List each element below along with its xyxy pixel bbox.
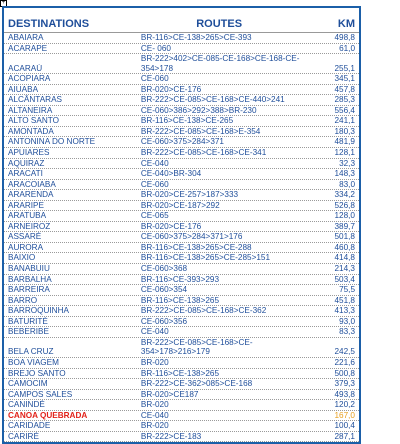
destination-cell: ARACATI (8, 169, 43, 179)
destination-cell: ALTO SANTO (8, 116, 59, 126)
table-row[interactable] (4, 180, 359, 191)
km-cell: 414,8 (334, 253, 355, 263)
route-cell: BR-020 (140, 400, 169, 410)
table-row[interactable] (4, 285, 359, 296)
route-cell: CE-040 (140, 158, 169, 168)
table-row[interactable] (4, 148, 359, 159)
km-cell: 498,8 (334, 33, 355, 42)
route-cell: BR-020>CE-176 (140, 221, 202, 231)
table-row[interactable] (4, 253, 359, 264)
destination-cell: BARRO (8, 295, 38, 305)
table-row[interactable] (4, 400, 359, 411)
table-row[interactable] (4, 275, 359, 286)
destination-cell: BARREIRA (8, 285, 50, 295)
table-row[interactable] (4, 85, 359, 96)
destination-cell: ASSARÉ (8, 232, 42, 242)
destination-cell: CANINDÉ (8, 400, 45, 410)
table-row[interactable] (4, 159, 359, 170)
km-cell: 493,8 (334, 389, 355, 399)
route-cell: BR-222>CE-362>085>CE-168 (140, 379, 253, 389)
destination-cell: AIUABA (8, 84, 39, 94)
route-cell: CE-060>386>292>388>BR-230 (140, 105, 257, 115)
km-cell: 526,8 (334, 200, 355, 210)
table-row[interactable] (4, 190, 359, 201)
table-row[interactable] (4, 74, 359, 85)
route-cell: BR-116>CE-138>265>CE-393 (140, 33, 252, 42)
destination-cell: ARARENDA (8, 190, 54, 200)
route-cell: BR-116>CE-393>293 (140, 274, 220, 284)
km-cell: 389,7 (334, 221, 355, 231)
km-cell: 460,8 (334, 242, 355, 252)
destination-cell: CAMOCIM (8, 379, 48, 389)
km-cell: 128,0 (334, 211, 355, 221)
km-cell: 100,4 (334, 421, 355, 431)
table-row[interactable] (4, 95, 359, 106)
km-cell: 180,3 (334, 126, 355, 136)
table-row[interactable] (4, 432, 359, 443)
table-row[interactable] (4, 54, 359, 74)
km-cell: 503,4 (334, 274, 355, 284)
table-row[interactable] (4, 137, 359, 148)
km-cell: 241,1 (334, 116, 355, 126)
destination-cell: CAMPOS SALES (8, 389, 73, 399)
route-cell: CE-065 (140, 211, 169, 221)
destination-cell: BOA VIAGEM (8, 357, 59, 367)
route-cell: BR-020>CE187 (140, 389, 199, 399)
route-cell: BR-116>CE-138>CE-265 (140, 116, 234, 126)
destination-cell: CARIDADE (8, 421, 51, 431)
km-cell: 214,3 (334, 264, 355, 274)
column-header-destinations: DESTINATIONS (8, 18, 90, 30)
km-cell: 221,6 (334, 357, 355, 367)
table-row[interactable] (4, 264, 359, 275)
km-cell: 379,3 (334, 379, 355, 389)
table-row[interactable] (4, 327, 359, 338)
route-cell: CE-040 (140, 327, 169, 337)
destination-cell: APUIARES (8, 148, 50, 158)
route-cell: BR-020>CE-257>187>333 (140, 190, 239, 200)
route-cell: CE- 060 (140, 43, 171, 53)
table-row[interactable] (4, 338, 359, 358)
km-cell: 148,3 (334, 169, 355, 179)
km-cell: 93,0 (339, 316, 355, 326)
route-cell: BR-222>CE-085>CE-168>CE-440>241 (140, 95, 285, 105)
table-row[interactable] (4, 421, 359, 432)
table-row[interactable] (4, 411, 359, 422)
km-cell: 242,5 (334, 347, 355, 357)
route-cell: BR-020>CE-187>292 (140, 200, 220, 210)
table-row[interactable] (4, 211, 359, 222)
destination-cell: BREJO SANTO (8, 368, 66, 378)
table-row[interactable] (4, 44, 359, 55)
table-header (4, 8, 359, 33)
table-row[interactable] (4, 369, 359, 380)
destination-cell: CANOA QUEBRADA (8, 410, 88, 420)
destination-cell: ARATUBA (8, 211, 47, 221)
destination-cell: BELA CRUZ (8, 347, 54, 357)
km-cell: 345,1 (334, 74, 355, 84)
destination-cell: ARACOIABA (8, 179, 56, 189)
km-cell: 556,4 (334, 105, 355, 115)
km-cell: 457,8 (334, 84, 355, 94)
table-row[interactable] (4, 390, 359, 401)
route-cell: BR-222>CE-085>CE-168>CE-362 (140, 306, 267, 316)
table-row[interactable] (4, 306, 359, 317)
destination-cell: BATURITÉ (8, 316, 48, 326)
route-cell: CE-060 (140, 179, 169, 189)
destination-cell: AMONTADA (8, 126, 54, 136)
table-row[interactable] (4, 317, 359, 328)
km-cell: 75,5 (339, 285, 355, 295)
table-row[interactable] (4, 296, 359, 307)
route-cell: BR-020 (140, 357, 169, 367)
route-cell: CE-060>368 (140, 264, 188, 274)
table-row[interactable] (4, 222, 359, 233)
route-cell: CE-060 (140, 74, 169, 84)
route-cell: CE-060>354 (140, 285, 188, 295)
table-row[interactable] (4, 201, 359, 212)
km-cell: 167,0 (334, 410, 355, 420)
destination-cell: BARBALHA (8, 274, 52, 284)
route-cell: CE-060>356 (140, 316, 188, 326)
route-cell: BR-020>CE-176 (140, 84, 202, 94)
km-cell: 481,9 (334, 137, 355, 147)
destinations-table (2, 6, 361, 444)
destination-cell: CARIRÉ (8, 431, 39, 441)
route-cell: CE-040 (140, 410, 169, 420)
destination-cell: ARARIPE (8, 200, 44, 210)
km-cell: 501,8 (334, 232, 355, 242)
route-cell: BR-222>CE-085>CE-168>E-354 (140, 126, 261, 136)
km-cell: 334,2 (334, 190, 355, 200)
destination-cell: AURORA (8, 242, 44, 252)
table-row[interactable] (4, 127, 359, 138)
destination-cell: BANABUIU (8, 264, 50, 274)
route-cell: BR-116>CE-138>265 (140, 368, 220, 378)
km-cell: 255,1 (334, 63, 355, 73)
destination-cell: ARNEIROZ (8, 221, 51, 231)
table-row[interactable] (4, 106, 359, 117)
route-cell: CE-040>BR-304 (140, 169, 202, 179)
km-cell: 413,3 (334, 306, 355, 316)
route-cell: CE-060>375>284>371>176 (140, 232, 243, 242)
destination-cell: BEBERIBE (8, 327, 49, 337)
destination-cell: ALCÂNTARAS (8, 95, 62, 105)
km-cell: 500,8 (334, 368, 355, 378)
route-cell: CE-060>375>284>371 (140, 137, 224, 147)
table-row[interactable] (4, 358, 359, 369)
table-body (4, 33, 359, 442)
route-cell: BR-222>CE-183 (140, 431, 202, 441)
destination-cell: ACARAPE (8, 43, 48, 53)
route-cell: BR-116>CE-138>265>CE-285>151 (140, 253, 271, 263)
km-cell: 128,1 (334, 148, 355, 158)
destination-cell: AQUIRAZ (8, 158, 45, 168)
destination-cell: ALTANEIRA (8, 105, 53, 115)
destination-cell: BARROQUINHA (8, 306, 69, 316)
table-row[interactable] (4, 243, 359, 254)
column-header-km: KM (337, 18, 356, 30)
table-row[interactable] (4, 232, 359, 243)
column-header-routes: ROUTES (196, 18, 243, 30)
km-cell: 83,3 (339, 327, 355, 337)
km-cell: 451,8 (334, 295, 355, 305)
table-row[interactable] (4, 169, 359, 180)
route-cell: BR-116>CE-138>265>CE-288 (140, 242, 252, 252)
route-cell: BR-020 (140, 421, 169, 431)
route-cell: BR-222>CE-085>CE-168>CE-354>178>216>179 (140, 337, 253, 357)
destination-cell: ACARAÚ (8, 63, 43, 73)
destination-cell: ABAIARA (8, 33, 44, 42)
km-cell: 32,3 (339, 158, 355, 168)
table-row[interactable] (4, 379, 359, 390)
route-cell: BR-222>CE-085>CE-168>CE-341 (140, 148, 267, 158)
km-cell: 83,0 (339, 179, 355, 189)
km-cell: 285,3 (334, 95, 355, 105)
table-row[interactable] (4, 33, 359, 44)
table-row[interactable] (4, 116, 359, 127)
route-cell: BR-222>402>CE-085-CE-168>CE-168-CE-354>178 (140, 54, 300, 73)
km-cell: 61,0 (339, 43, 355, 53)
km-cell: 287,1 (334, 431, 355, 441)
km-cell: 120,2 (334, 400, 355, 410)
route-cell: BR-116>CE-138>265 (140, 295, 220, 305)
destination-cell: ANTONINA DO NORTE (8, 137, 96, 147)
destination-cell: BAIXIO (8, 253, 36, 263)
corner-marker-icon: + (1, 0, 6, 6)
destination-cell: ACOPIARA (8, 74, 51, 84)
